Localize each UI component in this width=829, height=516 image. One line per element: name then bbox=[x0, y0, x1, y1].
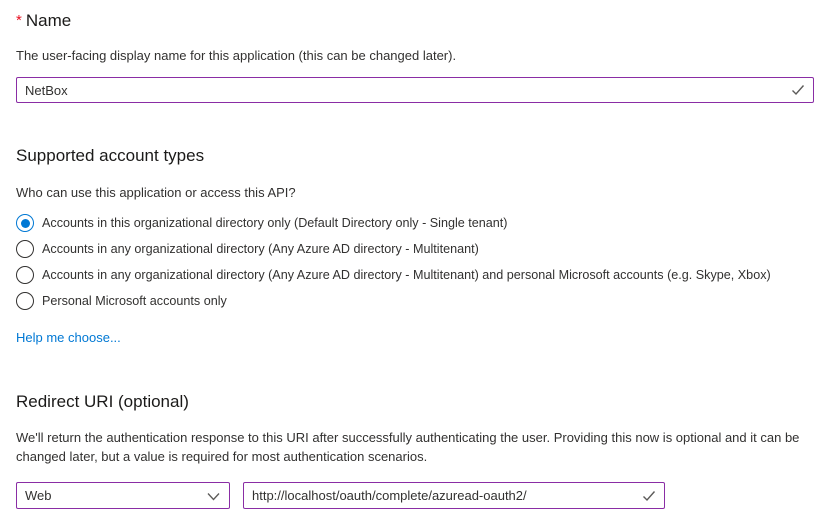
radio-option-label: Accounts in any organizational directory (Any Azure AD directory - Multitenant) bbox=[42, 242, 479, 256]
radio-option-personal-only[interactable] bbox=[16, 288, 814, 314]
redirect-uri-title: Redirect URI (optional) bbox=[16, 392, 189, 411]
redirect-uri-row bbox=[16, 482, 814, 509]
radio-button-icon bbox=[16, 214, 34, 232]
radio-option-label: Personal Microsoft accounts only bbox=[42, 294, 227, 308]
name-description: The user-facing display name for this application (this can be changed later). bbox=[16, 48, 457, 63]
radio-option-multitenant-personal[interactable] bbox=[16, 262, 814, 288]
radio-option-single-tenant[interactable] bbox=[16, 210, 814, 236]
radio-option-multitenant[interactable] bbox=[16, 236, 814, 262]
name-label: Name bbox=[25, 11, 72, 30]
radio-option-label: Accounts in any organizational directory (Any Azure AD directory - Multitenant) and personal Microsoft accounts (e.g. Skype, Xbox) bbox=[42, 268, 771, 282]
radio-button-icon bbox=[16, 292, 34, 310]
redirect-uri-input[interactable] bbox=[243, 482, 665, 509]
name-input[interactable] bbox=[16, 77, 814, 103]
account-types-question: Who can use this application or access this API? bbox=[16, 185, 296, 200]
name-section-title bbox=[16, 10, 814, 32]
required-asterisk: * bbox=[16, 12, 22, 29]
redirect-uri-description: We'll return the authentication response to this URI after successfully authenticating the user. Providing this now is optional and it can be changed later, but a value is required for most authentication scenarios. bbox=[16, 430, 800, 464]
name-input-wrap bbox=[16, 77, 814, 103]
platform-select-value: Web bbox=[25, 488, 52, 503]
supported-account-types-title: Supported account types bbox=[16, 146, 205, 165]
radio-button-icon bbox=[16, 266, 34, 284]
help-me-choose-link[interactable]: Help me choose... bbox=[16, 330, 121, 345]
radio-option-label: Accounts in this organizational directory only (Default Directory only - Single tenant) bbox=[42, 216, 508, 230]
account-types-radio-group bbox=[16, 210, 814, 314]
platform-select[interactable] bbox=[16, 482, 230, 509]
chevron-down-icon bbox=[207, 492, 220, 501]
radio-button-icon bbox=[16, 240, 34, 258]
redirect-uri-input-wrap bbox=[243, 482, 665, 509]
